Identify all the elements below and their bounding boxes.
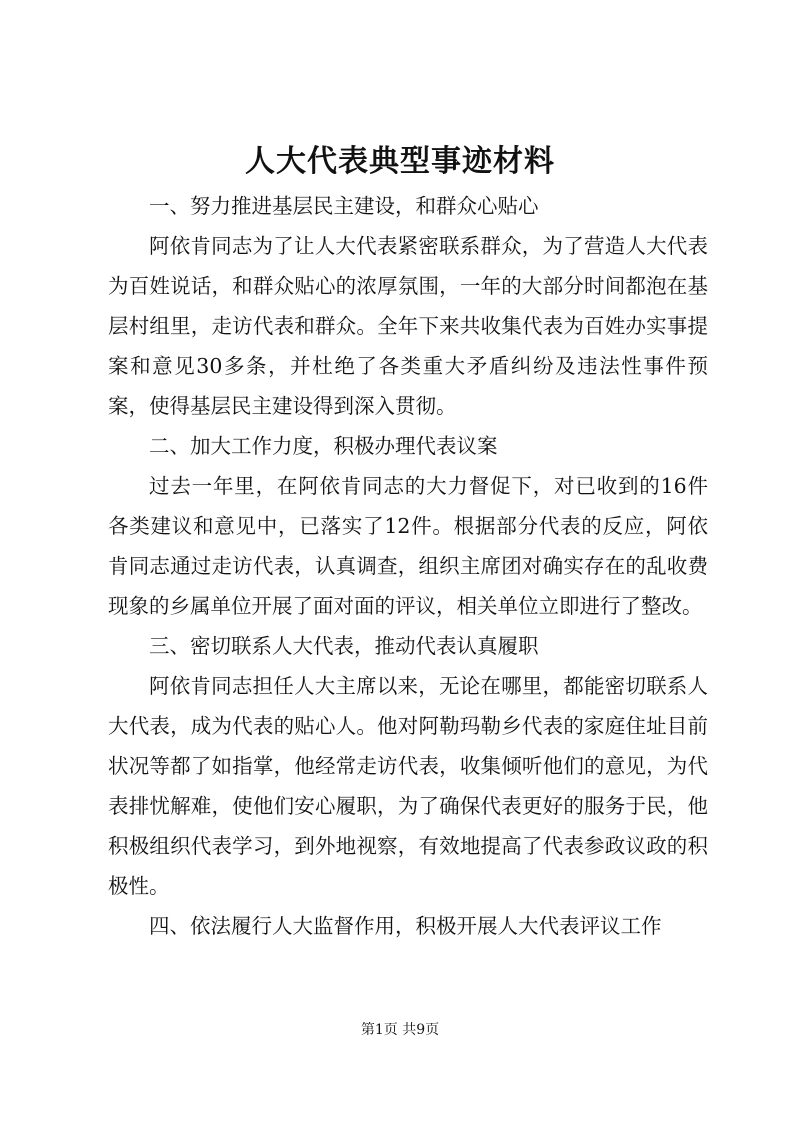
document-title: 人大代表典型事迹材料 [245, 144, 555, 179]
section-paragraph-3: 阿依肯同志担任人大主席以来，无论在哪里，都能密切联系人大代表，成为代表的贴心人。他对阿勒玛勒乡代表的家庭住址目前状况等都了如指掌，他经常走访代表，收集倾听他们的意见，为代表排忧解难，使他们安心履职，为了确保代表更好的服务于民，他积极组织代表学习，到外地视察，有效地提高了代表参政议政的积极性。 [108, 674, 708, 898]
section-heading-2: 二、加大工作力度，积极办理代表议案 [149, 434, 498, 458]
document-body [108, 186, 708, 946]
section-heading-1: 一、努力推进基层民主建设，和群众心贴心 [149, 194, 539, 218]
section-paragraph-2: 过去一年里，在阿依肯同志的大力督促下，对已收到的16件各类建议和意见中，已落实了12件。根据部分代表的反应，阿依肯同志通过走访代表，认真调查，组织主席团对确实存在的乱收费现象的乡属单位开展了面对面的评议，相关单位立即进行了整改。 [108, 474, 708, 618]
section-heading-3: 三、密切联系人大代表，推动代表认真履职 [149, 634, 539, 658]
section-paragraph-1: 阿依肯同志为了让人大代表紧密联系群众，为了营造人大代表为百姓说话，和群众贴心的浓厚氛围，一年的大部分时间都泡在基层村组里，走访代表和群众。全年下来共收集代表为百姓办实事提案和意见30多条，并杜绝了各类重大矛盾纠纷及违法性事件预案，使得基层民主建设得到深入贯彻。 [108, 234, 708, 418]
section-heading-4: 四、依法履行人大监督作用，积极开展人大代表评议工作 [149, 914, 662, 938]
page-footer: 第1页 共9页 [360, 1022, 440, 1038]
